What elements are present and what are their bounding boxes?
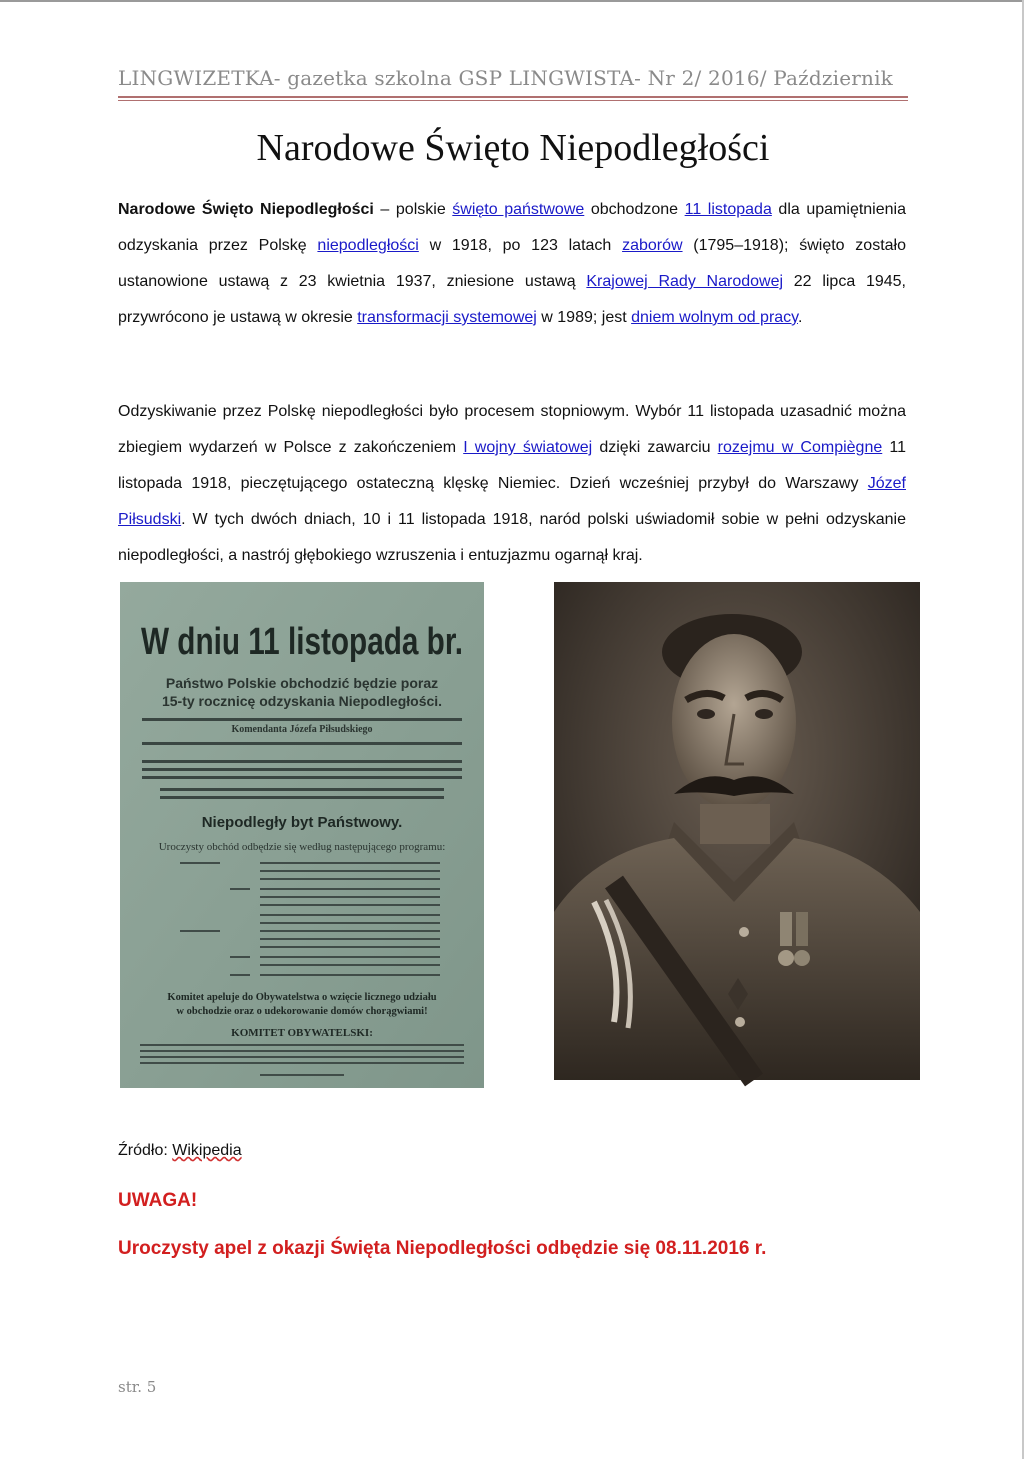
svg-text:Uroczysty obchód odbędzie się: Uroczysty obchód odbędzie się według następującego programu: [158,841,446,853]
text-span: Odzyskiwanie przez Polskę niepodległości było procesem stopniowym. Wybór 11 listopada uzasadnić można zbiegiem wydarzeń w Polsce z zakończeniem [118,403,906,456]
svg-text:15-ty rocznicę odzyskania Niep: 15-ty rocznicę odzyskania Niepodległości. [161,693,443,709]
header-rule [118,96,908,98]
article-title: Narodowe Święto Niepodległości [256,127,770,169]
text-span: w 1989; jest [536,309,632,326]
svg-text:Komitet apeluje do Obywatelstw: Komitet apeluje do Obywatelstwa o wzięcie licznego udziału [167,992,437,1003]
source-label: Źródło: [118,1142,173,1159]
link-jozef-pilsudski[interactable]: Józef Piłsudski [118,475,906,528]
notice-heading: UWAGA! [118,1190,198,1211]
newsletter-header: LINGWIZETKA- gazetka szkolna GSP LINGWISTA- Nr 2/ 2016/ Październik [118,66,893,90]
link-dniem-wolnym-od-pracy[interactable]: dniem wolnym od pracy [631,309,798,326]
intro-paragraph [118,192,906,336]
text-span: dzięki zawarciu [592,439,718,456]
poster-illustration [120,582,484,1088]
text-span: – polskie [373,201,453,218]
svg-text:w obchodzie oraz o udekorowani: w obchodzie oraz o udekorowanie domów chorągwiami! [176,1006,428,1017]
svg-text:KOMITET OBYWATELSKI:: KOMITET OBYWATELSKI: [231,1027,373,1039]
poster-headline: W dniu 11 listopada br. [141,621,463,663]
text-span: (1795–1918); święto zostało ustanowione ustawą z 23 kwietnia 1937, zniesione ustawą [118,237,907,290]
text-span: . W tych dwóch dniach, 10 i 11 listopada 1918, naród polski uświadomił sobie w pełni odzyskanie niepodległości, a nastrój głębokiego wzruszenia i entuzjazmu ogarnął kraj. [118,511,906,564]
page-top-border [0,0,1024,2]
link-zaborow[interactable]: zaborów [622,237,683,254]
link-i-wojny-swiatowej[interactable]: I wojny światowej [463,439,593,456]
svg-text:Niepodległy byt Państwowy.: Niepodległy byt Państwowy. [201,814,403,831]
link-niepodleglosci[interactable]: niepodległości [317,237,419,254]
text-span: 11 listopada 1918, pieczętującego ostateczną klęskę Niemiec. Dzień wcześniej przybył do Warszawy [118,439,906,492]
portrait-photo [554,582,920,1080]
link-rozejmu-w-compiegne[interactable]: rozejmu w Compiègne [717,439,883,456]
source-name: Wikipedia [172,1142,242,1159]
source-line [118,1142,242,1160]
notice-text: Uroczysty apel z okazji Święta Niepodległości odbędzie się 08.11.2016 r. [118,1238,767,1259]
link-11-listopada[interactable]: 11 listopada [684,201,772,218]
link-transformacji-systemowej[interactable]: transformacji systemowej [357,309,537,326]
header-rule-thin [118,100,908,101]
svg-text:Państwo Polskie obchodzić będz: Państwo Polskie obchodzić będzie poraz [165,675,439,691]
text-span: w 1918, po 123 latach [418,237,623,254]
history-paragraph [118,394,906,574]
portrait-illustration [554,582,920,1080]
text-span: dla upamiętnienia odzyskania przez Polskę [118,201,906,254]
svg-text:Komendanta Józefa Piłsudskiego: Komendanta Józefa Piłsudskiego [231,724,373,735]
text-span: 22 lipca 1945, przywrócono je ustawą w okresie [118,273,906,326]
lead-term: Narodowe Święto Niepodległości [118,201,374,218]
page-number: str. 5 [118,1378,157,1396]
text-span: . [798,309,803,326]
text-span: obchodzone [584,201,685,218]
link-swieto-panstwowe[interactable]: święto państwowe [452,201,585,218]
link-krajowej-rady-narodowej[interactable]: Krajowej Rady Narodowej [586,273,784,290]
poster-image [120,582,484,1088]
